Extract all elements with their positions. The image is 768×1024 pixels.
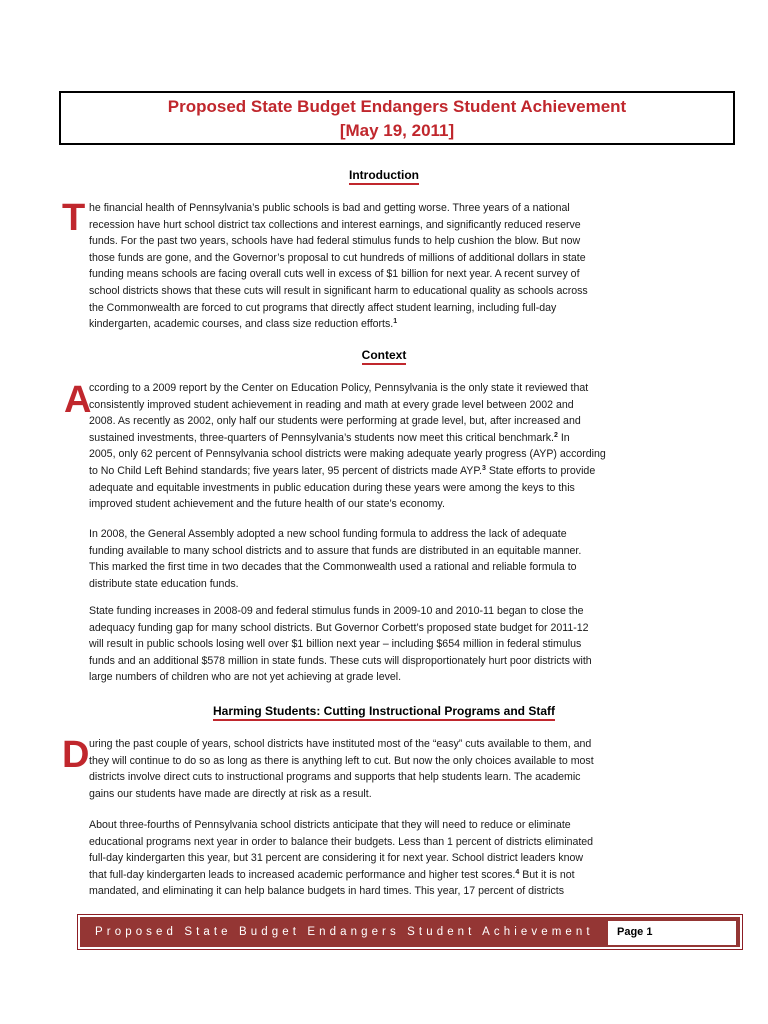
dropcap-d: D	[62, 734, 90, 776]
text-line: school districts shows that these cuts will result in significant harm to educational quality as schools across	[89, 284, 588, 297]
text-line: mandated, and eliminating it can help balance budgets in hard times. This year, 17 percent of districts	[89, 885, 565, 898]
text-line: full-day kindergarten this year, but 31 percent are considering it for next year. School district leaders know	[89, 852, 584, 865]
context-paragraph-3	[89, 603, 689, 686]
page-number-box	[608, 921, 736, 945]
context-paragraph-2	[89, 526, 689, 592]
harming-paragraph-1	[89, 736, 689, 802]
text-line: funds. For the past two years, schools have had federal stimulus funds to help cushion the blow. But now	[89, 235, 581, 248]
text-line: adequacy funding gap for many school districts. But Governor Corbett’s proposed state budget for 2011-12	[89, 621, 589, 634]
page-footer	[77, 914, 743, 950]
footnote-ref: 1	[393, 318, 398, 326]
text-line: they will continue to do so as long as there is anything left to cut. But now the only choices available to most	[89, 754, 594, 767]
text-line: large numbers of children who are not yet achieving at grade level.	[89, 671, 402, 684]
heading-context: Context	[0, 348, 768, 365]
footnote-ref: 2	[553, 431, 558, 439]
text-line: ccording to a 2009 report by the Center on Education Policy, Pennsylvania is the only state it reviewed that	[89, 382, 589, 394]
text-line: funding means schools are facing overall cuts well in excess of $1 billion for next year. A recent survey of	[89, 268, 580, 281]
intro-paragraph	[89, 200, 689, 333]
text-line: that full-day kindergarten leads to increased academic performance and higher test scores.$^4$ But it is not	[89, 868, 575, 881]
dropcap-t: T	[62, 197, 86, 239]
text-line: recession have hurt school district tax collections and interest earnings, and significantly reduced reserve	[89, 218, 581, 231]
text-line: he financial health of Pennsylvania’s public schools is bad and getting worse. Three years of a national	[89, 202, 570, 214]
harming-paragraph-2	[89, 817, 689, 900]
text-line: will result in public schools losing well over $1 billion next year – including $654 million in federal stimulus	[89, 638, 582, 651]
text-line: 2005, only 62 percent of Pennsylvania school districts were making adequate yearly progress (AYP) according	[89, 448, 606, 461]
heading-introduction: Introduction	[0, 168, 768, 185]
text-line: adequate and equitable investments in public education during these years were among the keys to this	[89, 481, 575, 494]
text-line: This marked the first time in two decades that the Commonwealth used a rational and reliable formula to	[89, 561, 577, 574]
text-line: educational programs next year in order to balance their budgets. Less than 1 percent of districts eliminated	[89, 835, 594, 848]
text-line: 2008. As recently as 2002, only half our students were performing at grade level, but, after increased and	[89, 415, 581, 428]
dropcap-a: A	[64, 379, 92, 421]
text-line: to No Child Left Behind standards; five years later, 95 percent of districts made AYP.$^3$ State efforts to provide	[89, 464, 596, 477]
text-line: kindergarten, academic courses, and class size reduction efforts.$^1$	[89, 318, 398, 331]
text-line: sustained investments, three-quarters of Pennsylvania’s students now meet this critical benchmark.$^2$ In	[89, 431, 570, 444]
document-date: [May 19, 2011]	[339, 121, 455, 140]
text-line: distribute state education funds.	[89, 577, 239, 590]
text-line: the Commonwealth are forced to cut programs that directly affect student learning, including full-day	[89, 301, 557, 314]
title-box	[59, 91, 735, 145]
context-paragraph-1	[89, 380, 689, 513]
text-line: funding available to many school districts and to assure that funds are distributed in an equitable manner.	[89, 544, 582, 557]
text-line: districts involve direct cuts to instructional programs and supports that help students learn. The academic	[89, 771, 581, 784]
text-line: In 2008, the General Assembly adopted a new school funding formula to address the lack of adequate	[89, 528, 567, 540]
text-line: consistently improved student achievement in reading and math at every grade level between 2002 and	[89, 398, 574, 411]
text-line: About three-fourths of Pennsylvania school districts anticipate that they will need to reduce or eliminate	[89, 819, 571, 831]
footnote-ref: 4	[515, 868, 520, 876]
text-line: improved student achievement and the future health of our state’s economy.	[89, 498, 445, 511]
text-line: uring the past couple of years, school districts have instituted most of the “easy” cuts available to them, and	[89, 738, 592, 750]
text-line: funds and an additional $578 million in state funds. These cuts will disproportionately hurt poor districts with	[89, 654, 592, 667]
text-line: those funds are gone, and the Governor’s proposal to cut hundreds of millions of additional dollars in state	[89, 251, 586, 264]
page-number: Page 1	[617, 926, 653, 938]
footnote-ref: 3	[481, 464, 486, 472]
document-title: Proposed State Budget Endangers Student Achievement	[167, 97, 627, 116]
footer-band	[80, 917, 740, 947]
text-line: State funding increases in 2008-09 and federal stimulus funds in 2009-10 and 2010-11 began to close the	[89, 605, 584, 617]
text-line: gains our students have made are directly at risk as a result.	[89, 787, 372, 800]
heading-harming-students: Harming Students: Cutting Instructional Programs and Staff	[0, 704, 768, 721]
footer-title: Proposed State Budget Endangers Student Achievement	[95, 926, 594, 938]
